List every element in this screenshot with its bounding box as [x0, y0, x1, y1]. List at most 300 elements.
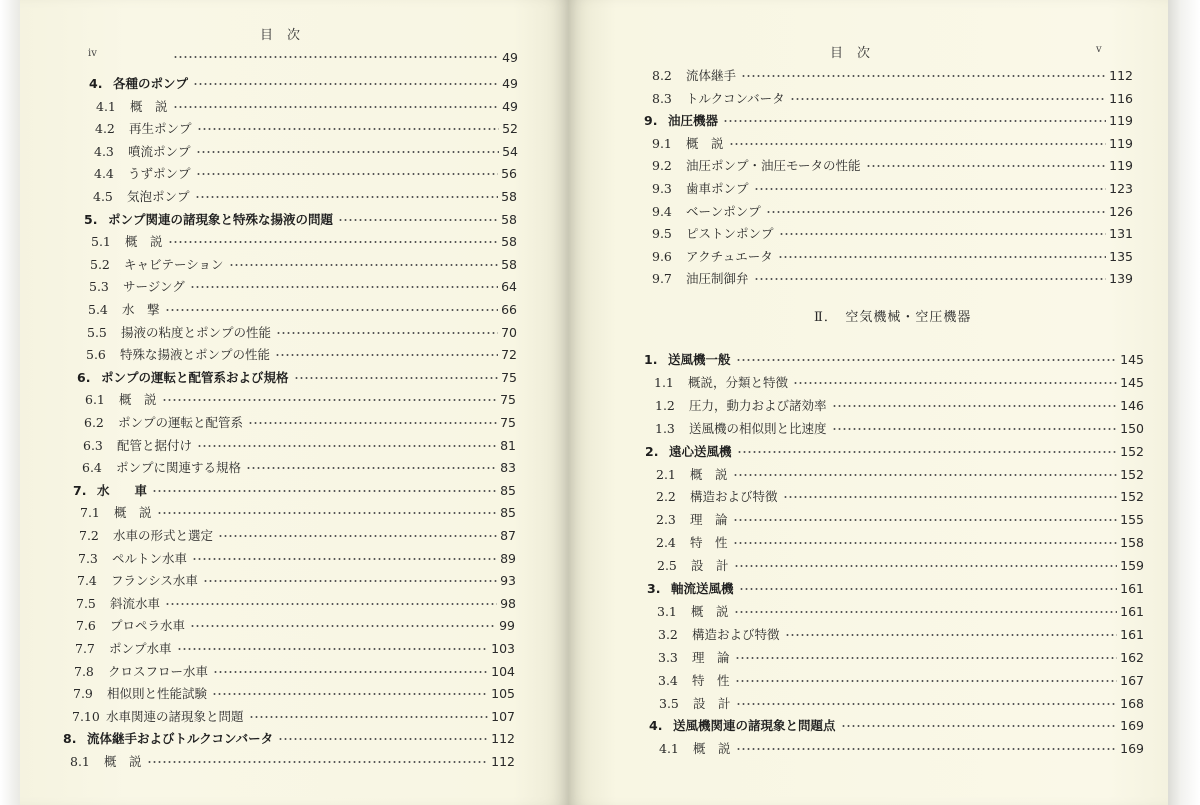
toc-entry-number: 3.3 — [658, 649, 678, 665]
toc-entry-page: 145 — [1120, 352, 1144, 367]
toc-entry-title: 概説，分類と特徴 — [688, 374, 789, 390]
dot-leader — [779, 233, 1107, 235]
toc-entry-page: 54 — [502, 143, 518, 159]
toc-entry-page: 107 — [491, 708, 515, 724]
toc-section-entry — [652, 269, 1133, 287]
toc-section-entry — [94, 142, 518, 160]
dot-leader — [754, 188, 1107, 190]
toc-section-entry — [86, 345, 517, 363]
dot-leader — [218, 535, 497, 537]
toc-entry-title: ポンプ関連の諸現象と特殊な揚液の問題 — [108, 211, 334, 227]
toc-section-entry — [170, 50, 518, 65]
toc-entry-page: 72 — [501, 347, 517, 363]
toc-entry-page: 83 — [500, 460, 516, 476]
toc-entry-title: 油圧機器 — [668, 113, 719, 129]
toc-entry-number: 4.1 — [96, 98, 116, 114]
toc-entry-number: 2.3 — [656, 512, 676, 528]
dot-leader — [741, 75, 1106, 77]
dot-leader — [168, 241, 499, 243]
toc-entry-number: 7.2 — [79, 528, 99, 543]
toc-entry-page: 169 — [1120, 718, 1144, 734]
toc-section-entry — [657, 556, 1144, 574]
toc-entry-number: 9.6 — [652, 248, 672, 264]
book-edge-right — [1168, 0, 1200, 805]
toc-chapter-entry — [647, 579, 1144, 597]
toc-section-entry — [90, 255, 517, 273]
dot-leader — [249, 716, 489, 718]
toc-entry-title: アクチュエータ — [686, 248, 773, 264]
toc-entry-page: 49 — [502, 98, 518, 114]
page-title: 目次 — [830, 46, 885, 61]
toc-chapter-entry — [63, 729, 515, 747]
toc-section-entry — [82, 458, 516, 476]
toc-entry-page: 119 — [1109, 135, 1133, 151]
toc-entry-title: 設 計 — [691, 558, 729, 574]
toc-entry-title: 概 説 — [686, 135, 724, 151]
toc-entry-page: 150 — [1120, 420, 1144, 436]
toc-entry-title: 特 性 — [692, 672, 730, 688]
dot-leader — [193, 83, 499, 85]
toc-entry-title: 気泡ポンプ — [127, 189, 190, 204]
toc-entry-title: 概 説 — [130, 98, 168, 114]
dot-leader — [733, 519, 1118, 521]
toc-section-entry — [80, 503, 516, 521]
toc-entry-number: 3.5 — [659, 695, 679, 711]
toc-entry-title: トルクコンバータ — [686, 90, 785, 106]
toc-entry-page: 105 — [491, 686, 515, 702]
toc-entry-number: 3.4 — [658, 672, 678, 688]
dot-leader — [246, 467, 497, 469]
dot-leader — [790, 98, 1107, 100]
dot-leader — [197, 445, 497, 447]
toc-entry-page: 49 — [502, 76, 518, 91]
dot-leader — [733, 474, 1118, 476]
toc-entry-title: 再生ポンプ — [129, 121, 192, 137]
toc-entry-page: 112 — [1109, 68, 1133, 83]
toc-section-entry — [659, 694, 1144, 712]
toc-section-entry — [659, 739, 1144, 757]
toc-entry-page: 152 — [1120, 443, 1144, 459]
toc-section-entry — [652, 156, 1133, 174]
toc-entry-title: ポンプの運転と配管系 — [118, 415, 244, 430]
dot-leader — [162, 399, 498, 401]
toc-entry-number: 8.2 — [652, 68, 672, 83]
toc-entry-title: 設 計 — [693, 695, 731, 711]
toc-section-entry — [652, 66, 1133, 84]
toc-entry-title: 油圧制御弁 — [686, 271, 749, 287]
dot-leader — [294, 377, 499, 379]
toc-entry-title: 圧力，動力および諸効率 — [689, 397, 827, 413]
toc-entry-number: 6.3 — [83, 437, 103, 453]
toc-entry-page: 168 — [1120, 695, 1144, 711]
toc-section-entry — [84, 413, 516, 431]
toc-entry-page: 155 — [1120, 512, 1144, 528]
toc-entry-page: 123 — [1109, 181, 1133, 196]
left-page — [20, 0, 568, 805]
toc-entry-number: 3.2 — [658, 626, 678, 642]
toc-entry-number: 4.3 — [94, 143, 114, 159]
toc-section-entry — [652, 89, 1133, 107]
toc-section-entry — [77, 571, 516, 589]
toc-entry-page: 58 — [501, 189, 517, 204]
toc-entry-number: 3.1 — [657, 603, 677, 619]
dot-leader — [190, 286, 498, 288]
toc-entry-page: 161 — [1120, 603, 1144, 619]
dot-leader — [276, 332, 498, 334]
toc-entry-title: サージング — [123, 279, 185, 295]
toc-section-entry — [654, 373, 1144, 391]
page-number: iv — [88, 48, 97, 59]
toc-entry-title: フランシス水車 — [111, 573, 198, 589]
dot-leader — [729, 143, 1107, 145]
toc-entry-page: 131 — [1109, 226, 1133, 242]
toc-section-entry — [89, 277, 517, 295]
toc-entry-number: 5.3 — [89, 279, 109, 295]
toc-section-entry — [652, 247, 1133, 265]
toc-entry-title: うずポンプ — [128, 166, 191, 182]
toc-entry-number: 1.1 — [654, 374, 674, 390]
toc-section-entry — [74, 662, 515, 680]
toc-entry-page: 159 — [1120, 558, 1144, 574]
toc-entry-number: 8. — [63, 731, 77, 747]
toc-chapter-entry — [649, 716, 1144, 734]
toc-entry-number: 5.5 — [87, 324, 107, 340]
toc-entry-title: 概 説 — [693, 741, 731, 757]
dot-leader — [213, 671, 488, 673]
toc-entry-title: 概 説 — [104, 754, 142, 769]
dot-leader — [192, 558, 497, 560]
toc-section-entry — [72, 707, 515, 725]
toc-entry-page: 64 — [501, 279, 517, 295]
dot-leader — [197, 128, 500, 130]
toc-entry-page: 104 — [491, 663, 515, 679]
toc-entry-page: 66 — [501, 302, 517, 317]
toc-entry-title: 斜流水車 — [110, 595, 161, 611]
toc-entry-title: 水 車 — [97, 482, 148, 498]
toc-entry-title: 水車関連の諸現象と問題 — [106, 708, 244, 724]
toc-entry-title: 理 論 — [692, 649, 730, 665]
toc-entry-number: 9.5 — [652, 226, 672, 242]
dot-leader — [147, 761, 489, 763]
dot-leader — [733, 542, 1118, 544]
toc-entry-number: 4. — [649, 718, 663, 734]
toc-chapter-entry — [644, 111, 1133, 129]
toc-entry-title: 概 説 — [691, 603, 729, 619]
toc-entry-number: 7.3 — [78, 550, 98, 566]
dot-leader — [275, 354, 498, 356]
toc-entry-title: 油圧ポンプ・油圧モータの性能 — [686, 158, 861, 174]
toc-entry-number: 7. — [73, 482, 87, 498]
toc-entry-page: 145 — [1120, 374, 1144, 390]
toc-entry-page: 161 — [1120, 626, 1144, 642]
toc-entry-page: 58 — [501, 211, 517, 227]
toc-entry-number: 7.1 — [80, 505, 100, 521]
toc-entry-number: 5.6 — [86, 347, 106, 363]
toc-entry-number: 5.4 — [88, 302, 108, 317]
toc-section-entry — [73, 684, 515, 702]
toc-entry-number: 7.5 — [76, 595, 96, 611]
toc-entry-number: 2.5 — [657, 558, 677, 574]
toc-entry-number: 2.1 — [656, 466, 676, 482]
toc-entry-number: 4.1 — [659, 741, 679, 757]
toc-entry-page: 75 — [501, 369, 517, 385]
toc-entry-number: 1. — [644, 352, 658, 367]
toc-entry-page: 98 — [500, 595, 516, 611]
dot-leader — [785, 634, 1118, 636]
dot-leader — [278, 738, 488, 740]
toc-entry-page: 49 — [502, 50, 518, 65]
toc-entry-page: 167 — [1120, 672, 1144, 688]
toc-entry-title: 構造および特徴 — [692, 626, 780, 642]
dot-leader — [841, 725, 1118, 727]
toc-entry-number: 8.3 — [652, 90, 672, 106]
toc-section-entry — [657, 602, 1144, 620]
dot-leader — [165, 309, 499, 311]
toc-entry-title: 特殊な揚液とポンプの性能 — [120, 347, 271, 363]
dot-leader — [229, 264, 499, 266]
toc-entry-number: 7.10 — [72, 708, 100, 724]
dot-leader — [832, 405, 1118, 407]
dot-leader — [736, 359, 1118, 361]
toc-entry-page: 169 — [1120, 741, 1144, 757]
toc-entry-title: 概 説 — [125, 234, 163, 250]
toc-entry-title: 相似則と性能試験 — [107, 686, 208, 702]
toc-entry-title: プロペラ水車 — [110, 618, 186, 634]
toc-entry-page: 70 — [501, 324, 517, 340]
toc-entry-title: 特 性 — [690, 535, 728, 551]
toc-entry-title: 流体継手 — [686, 68, 737, 83]
toc-entry-number: 7.7 — [75, 641, 95, 656]
toc-entry-page: 89 — [500, 550, 516, 566]
dot-leader — [723, 120, 1106, 122]
toc-section-entry — [652, 202, 1133, 220]
toc-entry-title: 各種のポンプ — [113, 76, 189, 91]
toc-entry-title: 概 説 — [690, 466, 728, 482]
toc-entry-number: 9. — [644, 113, 658, 129]
toc-entry-page: 126 — [1109, 203, 1133, 219]
dot-leader — [739, 588, 1118, 590]
book-edge-left — [0, 0, 20, 805]
toc-section-entry — [85, 390, 516, 408]
toc-entry-page: 112 — [491, 731, 515, 747]
toc-entry-number: 3. — [647, 581, 661, 596]
toc-section-entry — [78, 549, 516, 567]
toc-entry-number: 4. — [89, 76, 103, 91]
toc-entry-page: 85 — [500, 482, 516, 498]
toc-entry-page: 75 — [500, 415, 516, 430]
dot-leader — [195, 196, 499, 198]
toc-entry-number: 5. — [84, 211, 98, 227]
toc-entry-page: 93 — [500, 573, 516, 589]
toc-entry-title: 配管と据付け — [117, 437, 193, 453]
toc-section-entry — [655, 419, 1144, 437]
toc-entry-title: 噴流ポンプ — [128, 143, 191, 159]
toc-section-entry — [75, 639, 515, 657]
dot-leader — [190, 625, 496, 627]
toc-entry-number: 1.2 — [655, 397, 675, 413]
toc-entry-page: 87 — [500, 528, 516, 543]
toc-entry-number: 7.8 — [74, 663, 94, 679]
toc-entry-number: 2.2 — [656, 489, 676, 505]
toc-entry-title: 送風機一般 — [668, 352, 731, 367]
dot-leader — [152, 490, 497, 492]
dot-leader — [196, 151, 500, 153]
toc-entry-number: 4.2 — [95, 121, 115, 137]
dot-leader — [248, 422, 497, 424]
dot-leader — [783, 496, 1118, 498]
toc-section-entry — [93, 187, 517, 205]
toc-section-entry — [658, 648, 1144, 666]
toc-entry-title: 水 撃 — [122, 302, 160, 317]
toc-entry-page: 81 — [500, 437, 516, 453]
dot-leader — [734, 611, 1118, 613]
toc-entry-page: 75 — [500, 392, 516, 408]
toc-section-entry — [656, 510, 1144, 528]
toc-section-entry — [79, 526, 516, 544]
toc-chapter-entry — [644, 350, 1144, 368]
toc-entry-title: 遠心送風機 — [669, 443, 732, 459]
toc-entry-page: 58 — [501, 256, 517, 272]
toc-entry-number: 7.4 — [77, 573, 97, 589]
toc-chapter-entry — [77, 368, 517, 386]
toc-entry-number: 5.2 — [90, 256, 110, 272]
toc-section-entry — [87, 323, 517, 341]
toc-entry-page: 161 — [1120, 581, 1144, 596]
toc-entry-page: 158 — [1120, 535, 1144, 551]
toc-entry-title: ポンプに関連する規格 — [116, 460, 242, 476]
toc-section-entry — [652, 179, 1133, 197]
dot-leader — [735, 680, 1118, 682]
dot-leader — [766, 211, 1106, 213]
toc-section-entry — [656, 465, 1144, 483]
toc-section-entry — [70, 752, 515, 770]
dot-leader — [754, 278, 1107, 280]
dot-leader — [735, 657, 1118, 659]
toc-entry-page: 85 — [500, 505, 516, 521]
toc-entry-title: 軸流送風機 — [671, 581, 734, 596]
toc-entry-number: 9.3 — [652, 181, 672, 196]
toc-section-entry — [76, 616, 515, 634]
toc-entry-number: 2. — [645, 443, 659, 459]
dot-leader — [866, 165, 1107, 167]
toc-entry-page: 152 — [1120, 489, 1144, 505]
dot-leader — [737, 451, 1118, 453]
toc-section-entry — [656, 487, 1144, 505]
toc-entry-page: 162 — [1120, 649, 1144, 665]
dot-leader — [736, 703, 1118, 705]
dot-leader — [203, 580, 497, 582]
toc-entry-title: 構造および特徴 — [690, 489, 778, 505]
toc-section-entry — [656, 533, 1144, 551]
toc-entry-page: 139 — [1109, 271, 1133, 287]
toc-section-entry — [95, 119, 518, 137]
toc-section-entry — [652, 224, 1133, 242]
dot-leader — [734, 565, 1118, 567]
toc-chapter-entry — [84, 210, 517, 228]
toc-chapter-entry — [73, 481, 516, 499]
toc-entry-page: 116 — [1109, 90, 1133, 106]
toc-entry-title: 概 説 — [114, 505, 152, 521]
toc-entry-number: 6.2 — [84, 415, 104, 430]
toc-entry-number: 7.9 — [73, 686, 93, 702]
toc-entry-page: 119 — [1109, 113, 1133, 129]
toc-entry-number: 6. — [77, 369, 91, 385]
toc-entry-page: 56 — [501, 166, 517, 182]
toc-entry-title: ピストンポンプ — [686, 226, 774, 242]
toc-entry-number: 4.5 — [93, 189, 113, 204]
toc-entry-title: ベーンポンプ — [686, 203, 761, 219]
dot-leader — [177, 648, 489, 650]
toc-entry-title: クロスフロー水車 — [108, 663, 209, 679]
toc-entry-number: 2.4 — [656, 535, 676, 551]
dot-leader — [212, 693, 488, 695]
right-page — [568, 0, 1168, 805]
toc-entry-page: 58 — [501, 234, 517, 250]
toc-entry-page: 119 — [1109, 158, 1133, 174]
toc-entry-title: 流体継手およびトルクコンバータ — [87, 731, 274, 747]
toc-section-entry — [88, 300, 517, 318]
toc-section-entry — [76, 594, 516, 612]
toc-entry-number: 7.6 — [76, 618, 96, 634]
toc-entry-number: 9.4 — [652, 203, 672, 219]
toc-entry-page: 146 — [1120, 397, 1144, 413]
page-number: v — [1096, 44, 1102, 55]
toc-entry-title: 送風機関連の諸現象と問題点 — [673, 718, 836, 734]
toc-section-entry — [655, 396, 1144, 414]
dot-leader — [778, 256, 1106, 258]
toc-section-entry — [652, 134, 1133, 152]
toc-entry-page: 135 — [1109, 248, 1133, 264]
toc-entry-number: 8.1 — [70, 754, 90, 769]
toc-entry-page: 112 — [491, 754, 515, 769]
toc-entry-title: ペルトン水車 — [112, 550, 188, 566]
toc-section-entry — [96, 97, 518, 115]
toc-entry-title: 歯車ポンプ — [686, 181, 749, 196]
toc-entry-number: 6.4 — [82, 460, 102, 476]
dot-leader — [793, 382, 1117, 384]
dot-leader — [736, 748, 1118, 750]
toc-entry-title: キャビテーション — [124, 256, 224, 272]
dot-leader — [832, 428, 1118, 430]
toc-entry-number: 6.1 — [85, 392, 105, 408]
toc-entry-number: 5.1 — [91, 234, 111, 250]
dot-leader — [173, 106, 500, 108]
toc-entry-number: 9.2 — [652, 158, 672, 174]
page-title: 目次 — [260, 28, 315, 43]
toc-section-entry — [91, 232, 517, 250]
toc-entry-number: 4.4 — [94, 166, 114, 182]
toc-entry-page: 99 — [499, 618, 515, 634]
toc-section-entry — [94, 164, 517, 182]
dot-leader — [157, 512, 498, 514]
toc-entry-title: 揚液の粘度とポンプの性能 — [121, 324, 272, 340]
toc-chapter-entry — [89, 74, 518, 92]
toc-entry-page: 103 — [491, 641, 515, 656]
dot-leader — [165, 603, 497, 605]
toc-entry-title: 概 説 — [119, 392, 157, 408]
toc-entry-number: 1.3 — [655, 420, 675, 436]
toc-entry-title: ポンプの運転と配管系および規格 — [101, 369, 289, 385]
toc-section-entry — [83, 436, 516, 454]
toc-section-entry — [658, 671, 1144, 689]
toc-entry-number: 9.1 — [652, 135, 672, 151]
toc-entry-title: 送風機の相似則と比速度 — [689, 420, 827, 436]
toc-entry-title: 水車の形式と選定 — [113, 528, 214, 543]
toc-chapter-entry — [645, 442, 1144, 460]
toc-section-entry — [658, 625, 1144, 643]
toc-entry-title: ポンプ水車 — [109, 641, 172, 656]
toc-entry-page: 52 — [502, 121, 518, 137]
